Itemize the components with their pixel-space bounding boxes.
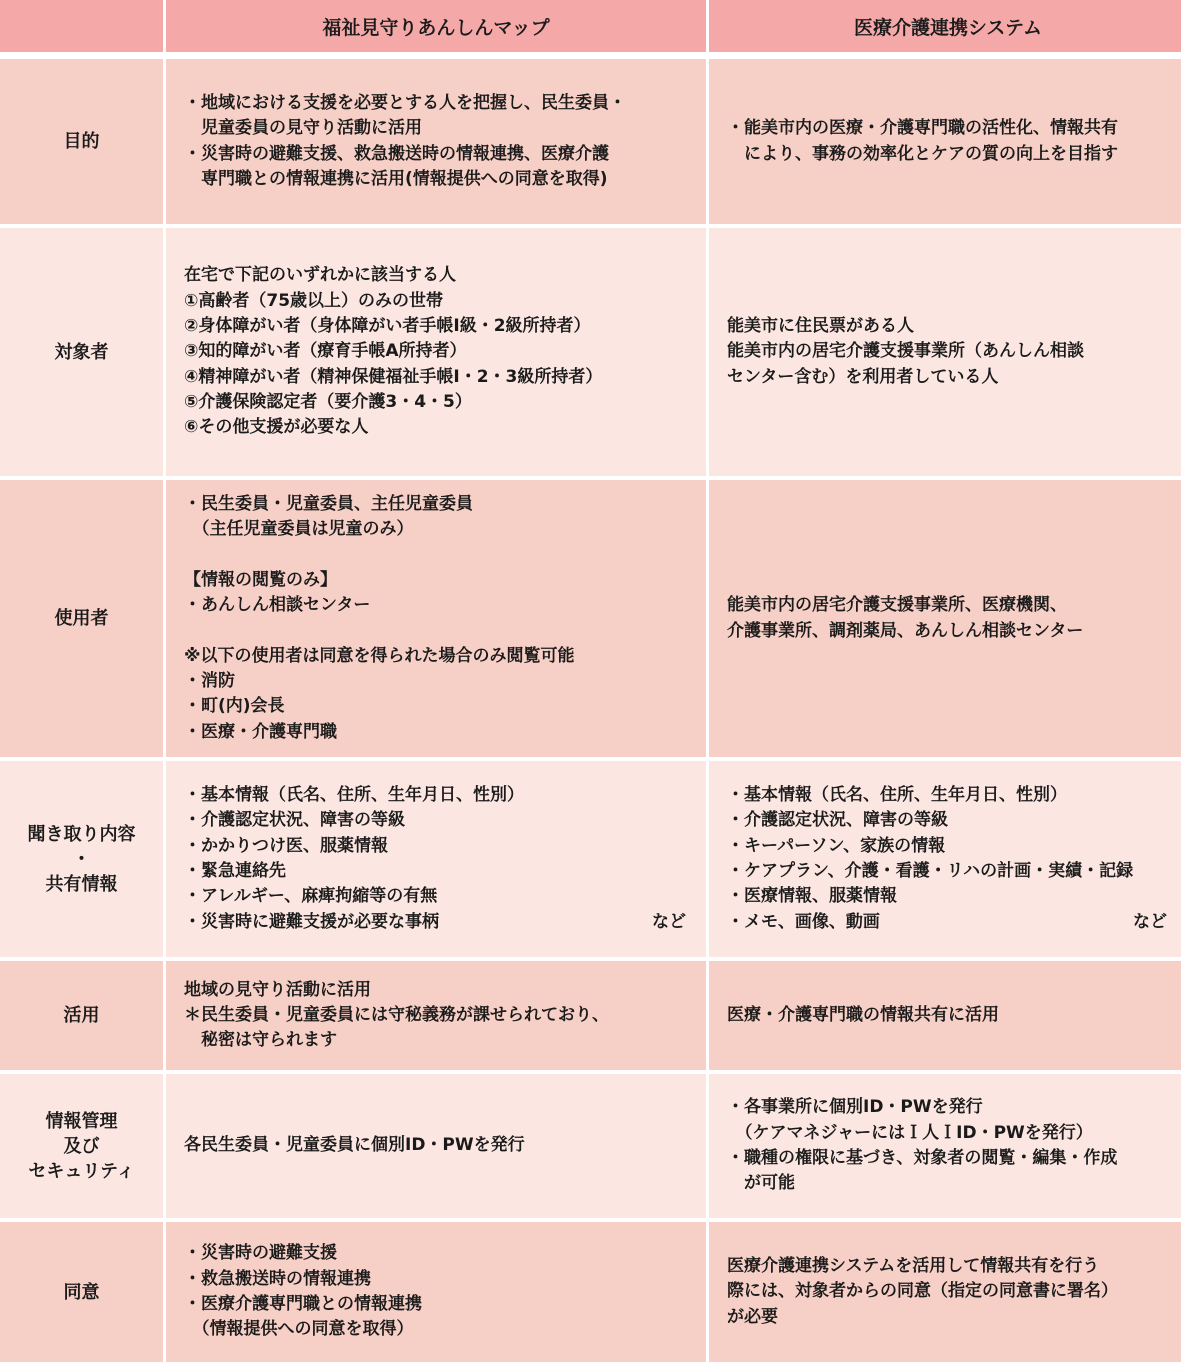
table-row bbox=[0, 1222, 1181, 1362]
text-line: 医療介護連携システムを活用して情報共有を行う bbox=[727, 1256, 1100, 1277]
text-line: ⑤介護保険認定者（要介護3・4・5） bbox=[184, 391, 472, 412]
text-line: ・災害時に避難支援が必要な事柄 bbox=[184, 911, 439, 932]
text-line: ・介護認定状況、障害の等級 bbox=[184, 810, 405, 831]
header-corner-cell bbox=[0, 0, 163, 52]
text-line: ・緊急連絡先 bbox=[184, 861, 286, 881]
row-col1-security bbox=[166, 1074, 706, 1218]
text-line: （情報提供への同意を取得） bbox=[184, 1319, 414, 1340]
cell-lines bbox=[184, 783, 700, 935]
table-row bbox=[0, 1074, 1181, 1218]
row-col2-users bbox=[709, 480, 1181, 757]
text-line: ・キーパーソン、家族の情報 bbox=[727, 835, 946, 856]
text-line: ・能美市内の医療・介護専門職の活性化、情報共有 bbox=[727, 118, 1118, 139]
text-line-with-tail bbox=[184, 910, 700, 935]
etc-suffix: など bbox=[1133, 911, 1167, 932]
text-line: 能美市に住民票がある人 bbox=[727, 316, 914, 337]
row-col1-users bbox=[166, 480, 706, 757]
row-col1-usage bbox=[166, 961, 706, 1070]
row-label-text: 同意 bbox=[63, 1281, 100, 1303]
row-label-shared-info bbox=[0, 761, 163, 957]
text-line: により、事務の効率化とケアの質の向上を目指す bbox=[727, 143, 1118, 164]
cell-lines bbox=[727, 1003, 1181, 1028]
text-line: 際には、対象者からの同意（指定の同意書に署名） bbox=[727, 1281, 1118, 1302]
text-line: ②身体障がい者（身体障がい者手帳Ⅰ級・2級所持者） bbox=[184, 316, 591, 337]
text-line: 能美市内の居宅介護支援事業所（あんしん相談 bbox=[727, 341, 1084, 362]
cell-lines bbox=[184, 263, 700, 440]
row-label-target bbox=[0, 228, 163, 476]
etc-suffix: など bbox=[652, 911, 686, 932]
cell-lines bbox=[184, 1133, 700, 1158]
row-label-text: 共有情報 bbox=[45, 873, 118, 895]
header-col1: 福祉見守りあんしんマップ bbox=[166, 0, 706, 52]
row-col1-target bbox=[166, 228, 706, 476]
text-line: ・介護認定状況、障害の等級 bbox=[727, 810, 948, 831]
text-line: ・アレルギー、麻痺拘縮等の有無 bbox=[184, 886, 438, 907]
text-line: ・各事業所に個別ID・PWを発行 bbox=[727, 1097, 983, 1118]
row-col2-security bbox=[709, 1074, 1181, 1218]
text-line: ・救急搬送時の情報連携 bbox=[184, 1268, 371, 1289]
text-line: ④精神障がい者（精神保健福祉手帳Ⅰ・2・3級所持者） bbox=[184, 366, 603, 387]
text-line: ・メモ、画像、動画 bbox=[727, 911, 880, 932]
table-row bbox=[0, 761, 1181, 957]
text-line: 児童委員の見守り活動に活用 bbox=[184, 118, 422, 139]
text-line: ・災害時の避難支援、救急搬送時の情報連携、医療介護 bbox=[184, 143, 609, 164]
row-col1-shared-info bbox=[166, 761, 706, 957]
row-col1-consent bbox=[166, 1222, 706, 1362]
text-line: ・ケアプラン、介護・看護・リハの計画・実績・記録 bbox=[727, 861, 1134, 881]
cell-lines bbox=[727, 593, 1181, 644]
row-label-lines bbox=[64, 1003, 100, 1028]
row-col2-usage bbox=[709, 961, 1181, 1070]
text-line: 能美市内の居宅介護支援事業所、医療機関、 bbox=[727, 595, 1067, 616]
row-label-security bbox=[0, 1074, 163, 1218]
text-line: 専門職との情報連携に活用(情報提供への同意を取得) bbox=[184, 168, 608, 189]
table-header-row bbox=[0, 0, 1181, 52]
row-label-consent bbox=[0, 1222, 163, 1362]
row-label-lines bbox=[64, 1280, 100, 1305]
text-line: ①高齢者（75歳以上）のみの世帯 bbox=[184, 290, 444, 311]
text-line: 在宅で下記のいずれかに該当する人 bbox=[184, 265, 456, 286]
text-line: 秘密は守られます bbox=[184, 1030, 337, 1051]
text-line: ・かかりつけ医、服薬情報 bbox=[184, 835, 388, 856]
row-label-lines bbox=[28, 1109, 134, 1184]
cell-lines bbox=[727, 1254, 1181, 1330]
text-line-with-tail bbox=[727, 910, 1181, 935]
text-line: ※以下の使用者は同意を得られた場合のみ閲覧可能 bbox=[184, 645, 575, 666]
cell-lines bbox=[184, 1241, 700, 1342]
text-line: センター含む）を利用者している人 bbox=[727, 366, 999, 387]
row-label-text: セキュリティ bbox=[28, 1160, 135, 1182]
cell-lines bbox=[727, 116, 1181, 167]
row-label-lines bbox=[55, 606, 109, 631]
text-line: ・医療・介護専門職 bbox=[184, 721, 337, 742]
row-label-text: 使用者 bbox=[54, 608, 109, 629]
text-line: ・医療介護専門職との情報連携 bbox=[184, 1294, 422, 1314]
text-line: 介護事業所、調剤薬局、あんしん相談センター bbox=[727, 620, 1084, 641]
header-col2: 医療介護連携システム bbox=[709, 0, 1181, 52]
row-label-text: 及び bbox=[63, 1135, 100, 1157]
text-line: ・職種の権限に基づき、対象者の閲覧・編集・作成 bbox=[727, 1148, 1118, 1168]
blank-line bbox=[184, 619, 700, 644]
text-line: ⑥その他支援が必要な人 bbox=[184, 417, 369, 438]
row-label-lines bbox=[64, 129, 100, 154]
text-line: ・医療情報、服薬情報 bbox=[727, 886, 897, 907]
text-line: ・あんしん相談センター bbox=[184, 595, 371, 616]
text-line: ・基本情報（氏名、住所、生年月日、性別） bbox=[184, 785, 524, 806]
text-line: ③知的障がい者（療育手帳A所持者） bbox=[184, 341, 467, 362]
cell-lines bbox=[184, 978, 700, 1054]
text-line: 【情報の閲覧のみ】 bbox=[184, 569, 337, 590]
text-line: ・災害時の避難支援 bbox=[184, 1243, 337, 1264]
text-line: ・民生委員・児童委員、主任児童委員 bbox=[184, 494, 473, 515]
row-label-text: 目的 bbox=[63, 131, 100, 152]
row-label-text: 対象者 bbox=[54, 341, 109, 363]
cell-lines bbox=[184, 91, 700, 192]
row-col2-consent bbox=[709, 1222, 1181, 1362]
row-label-lines bbox=[55, 340, 109, 365]
row-col2-purpose bbox=[709, 59, 1181, 224]
text-line: が可能 bbox=[727, 1173, 795, 1194]
row-label-users bbox=[0, 480, 163, 757]
text-line: ・消防 bbox=[184, 671, 235, 692]
row-label-text: 活用 bbox=[63, 1005, 100, 1026]
row-label-text: 情報管理 bbox=[45, 1110, 118, 1132]
row-col2-target bbox=[709, 228, 1181, 476]
text-line: 医療・介護専門職の情報共有に活用 bbox=[727, 1004, 999, 1025]
row-col1-purpose bbox=[166, 59, 706, 224]
table-row bbox=[0, 59, 1181, 224]
table-row bbox=[0, 228, 1181, 476]
text-line: ＊民生委員・児童委員には守秘義務が課せられており、 bbox=[184, 1004, 609, 1025]
row-label-usage bbox=[0, 961, 163, 1070]
text-line: が必要 bbox=[727, 1306, 778, 1327]
text-line: （ケアマネジャーにはＩ人ＩID・PWを発行） bbox=[727, 1122, 1093, 1143]
cell-lines bbox=[184, 492, 700, 745]
row-label-text: ・ bbox=[72, 848, 91, 870]
row-label-text: 聞き取り内容 bbox=[27, 823, 136, 845]
text-line: （主任児童委員は児童のみ） bbox=[184, 519, 414, 540]
text-line: ・町(内)会長 bbox=[184, 696, 285, 717]
text-line: ・基本情報（氏名、住所、生年月日、性別） bbox=[727, 785, 1067, 806]
cell-lines bbox=[727, 314, 1181, 390]
text-line: ・地域における支援を必要とする人を把握し、民生委員・ bbox=[184, 92, 626, 113]
table-row bbox=[0, 961, 1181, 1070]
row-label-lines bbox=[28, 822, 136, 897]
row-label-purpose bbox=[0, 59, 163, 224]
cell-lines bbox=[727, 783, 1181, 935]
table-row bbox=[0, 480, 1181, 757]
blank-line bbox=[184, 543, 700, 568]
text-line: 各民生委員・児童委員に個別ID・PWを発行 bbox=[184, 1135, 525, 1156]
text-line: 地域の見守り活動に活用 bbox=[184, 979, 371, 1000]
row-col2-shared-info bbox=[709, 761, 1181, 957]
cell-lines bbox=[727, 1095, 1181, 1196]
